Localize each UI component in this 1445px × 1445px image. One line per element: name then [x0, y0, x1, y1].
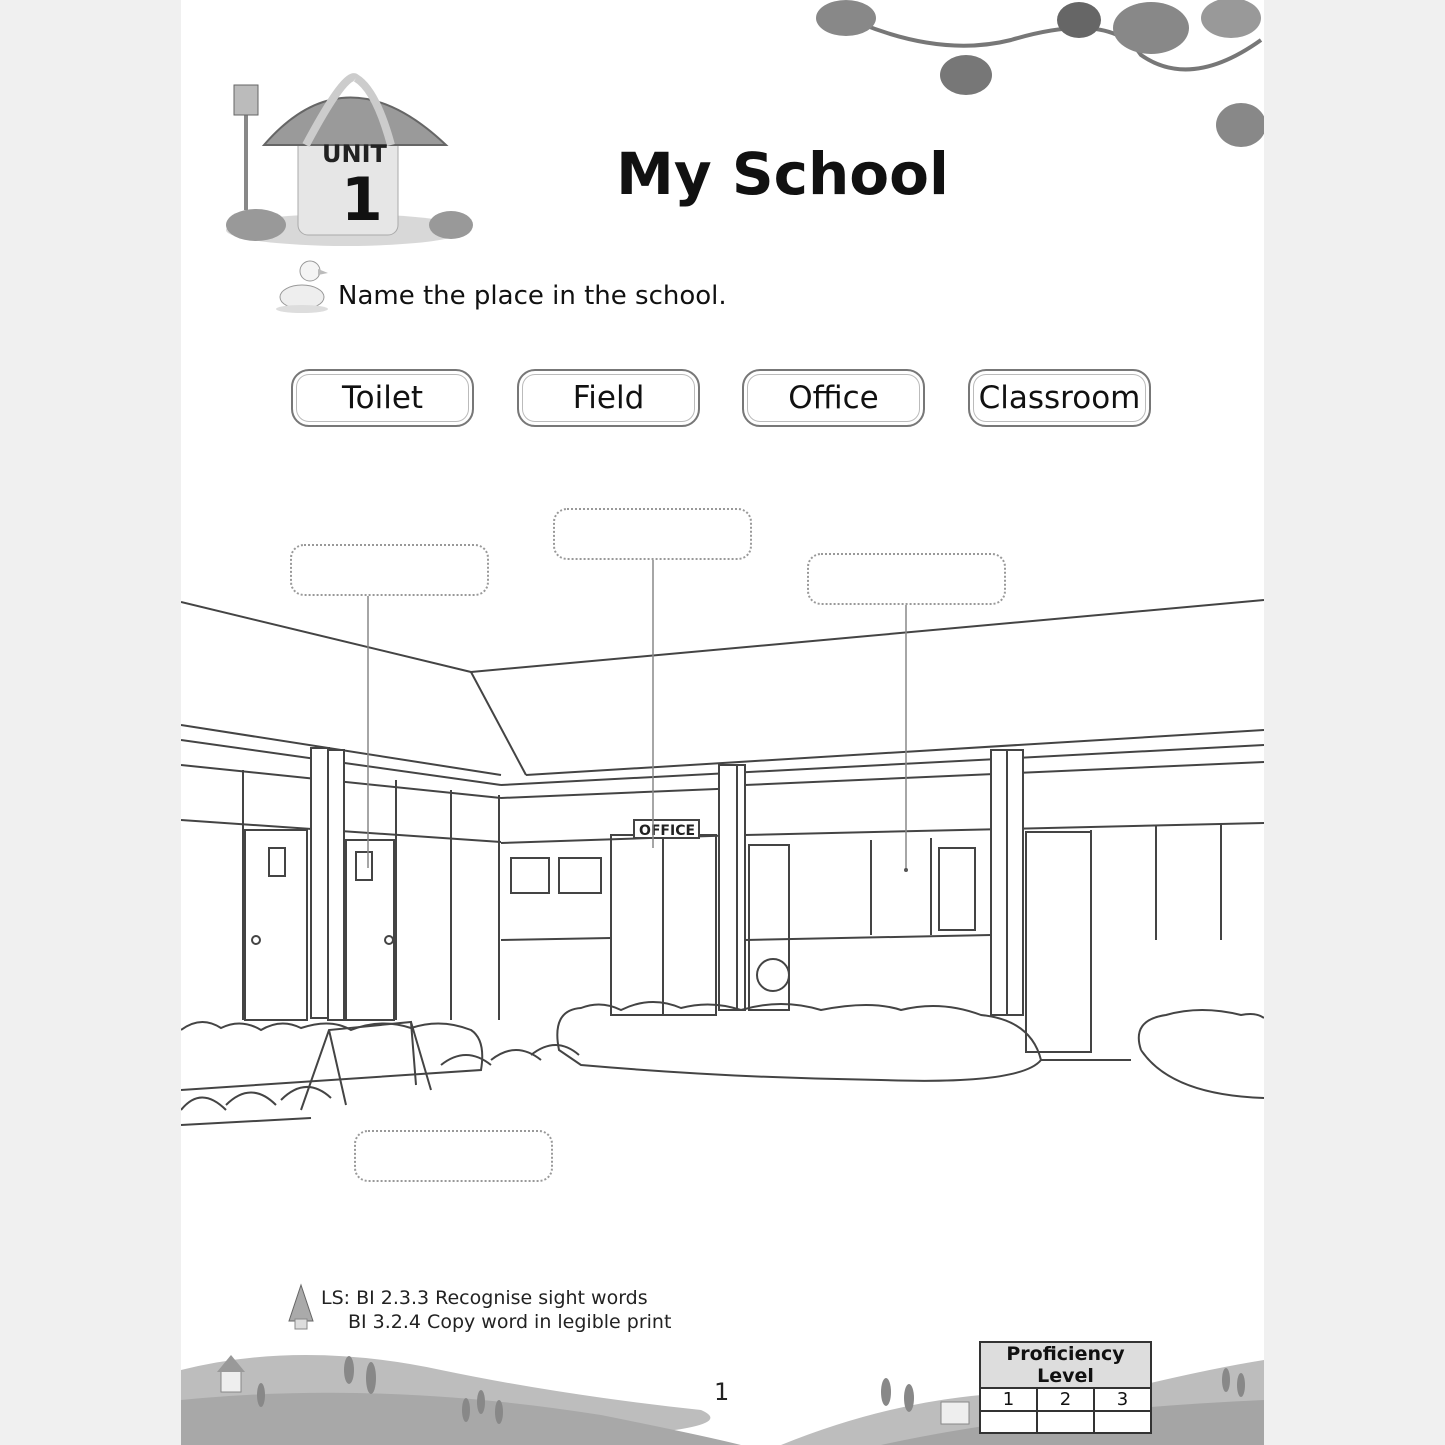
word-card-field: Field [517, 369, 700, 427]
learning-standard-1: LS: BI 2.3.3 Recognise sight words [321, 1287, 648, 1309]
proficiency-level-3: 3 [1094, 1388, 1151, 1411]
connector-lines [181, 0, 1264, 1445]
proficiency-level-table [979, 1341, 1152, 1434]
word-card-toilet: Toilet [291, 369, 474, 427]
proficiency-box-2[interactable] [1037, 1411, 1094, 1433]
worksheet-page [181, 0, 1264, 1445]
page-title: My School [616, 140, 949, 208]
proficiency-box-1[interactable] [980, 1411, 1037, 1433]
proficiency-level-2: 2 [1037, 1388, 1094, 1411]
unit-label: UNIT [322, 140, 387, 168]
tree-icon [287, 1283, 315, 1331]
proficiency-level-1: 1 [980, 1388, 1037, 1411]
unit-number: 1 [341, 165, 383, 235]
office-sign: OFFICE [638, 823, 696, 839]
proficiency-box-3[interactable] [1094, 1411, 1151, 1433]
page-number: 1 [714, 1378, 730, 1406]
instruction-text: Name the place in the school. [338, 281, 727, 311]
word-card-office: Office [742, 369, 925, 427]
proficiency-header: Proficiency Level [980, 1342, 1151, 1388]
learning-standard-2: BI 3.2.4 Copy word in legible print [348, 1311, 672, 1333]
word-card-classroom: Classroom [968, 369, 1151, 427]
